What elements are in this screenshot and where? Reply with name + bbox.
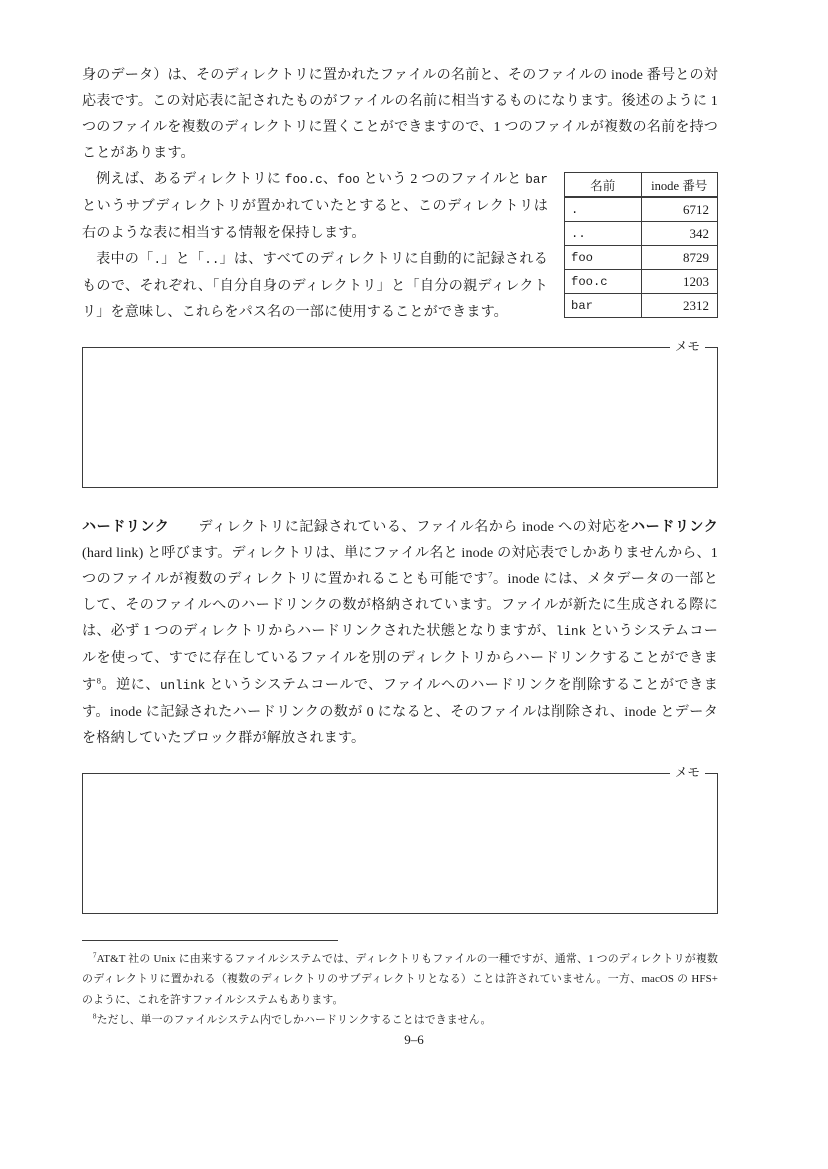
cell-name: .	[565, 197, 642, 222]
code-foo: foo	[337, 173, 360, 188]
code-unlink: unlink	[159, 678, 206, 693]
table-row	[565, 294, 718, 318]
table-row	[565, 197, 718, 222]
footnote-8	[82, 1010, 718, 1031]
cell-name: foo.c	[565, 270, 642, 294]
footnote-7	[82, 949, 718, 1011]
cell-inode: 8729	[641, 246, 718, 270]
dot-text-prefix: 表中の「	[96, 250, 154, 267]
footnote-7-text: AT&T 社の Unix に由来するファイルシステムでは、ディレクトリもファイルの一種ですが、通常、1 つのディレクトリが複数のディレクトリに置かれる（複数のディレクトリのサブディレクトリとなる）ことは許されていません。一方、macOS の HFS+ のように、これを許すファイルシステムもあります。	[82, 952, 718, 1006]
cell-name: foo	[565, 246, 642, 270]
hardlink-text-a: ディレクトリに記録されている、ファイル名から inode への対応を	[198, 518, 632, 535]
memo-label: メモ	[670, 766, 705, 779]
footnote-number-7: 7	[92, 951, 97, 960]
cell-inode: 2312	[641, 294, 718, 318]
hardlink-text-b: (hard link) と呼びます。ディレクトリは、単にファイル名と inode の対応表でしかありませんから、1 つのファイルが複数のディレクトリに置かれることも可能です	[82, 545, 718, 588]
footnote-area	[82, 940, 718, 1031]
inode-table-wrapper	[564, 172, 718, 318]
footnote-separator-rule	[82, 940, 338, 941]
code-bar: bar	[525, 173, 548, 188]
column-header-inode: inode 番号	[641, 173, 718, 198]
example-separator: 、	[322, 171, 338, 188]
hardlink-text-c: 。inode には、メタデータの一部として、そのファイルへのハードリンクの数が格納されています。ファイルが新たに生成される際には、必ず 1 つのディレクトリからハードリンクされた状態となりますが、	[82, 571, 718, 640]
code-dot: .	[153, 252, 162, 267]
cell-inode: 342	[641, 222, 718, 246]
hardlink-text-f: というシステムコールで、ファイルへのハードリンクを削除することができます。inode に記録されたハードリンクの数が 0 になると、そのファイルは削除され、inode とデータを格納していたブロック群が解放されます。	[82, 676, 718, 746]
memo-rule-right	[705, 773, 717, 774]
memo-box-2[interactable]	[82, 765, 718, 914]
dot-text-middle: 」と「	[161, 250, 205, 267]
code-dotdot: ..	[204, 252, 220, 267]
table-row	[565, 270, 718, 294]
paragraph-intro: 身のデータ）は、そのディレクトリに置かれたファイルの名前と、そのファイルの inode 番号との対応表です。この対応表に記されたものがファイルの名前に相当するものになります。後述のように 1 つのファイルを複数のディレクトリに置くことができますので、1 つのファイルが複数の名前を持つことがあります。	[82, 67, 718, 162]
memo-rule-right	[705, 347, 717, 348]
code-foo-c: foo.c	[284, 173, 323, 188]
table-row	[565, 246, 718, 270]
memo-rule-left	[83, 773, 670, 774]
inode-table-body	[565, 197, 718, 318]
footnote-marker-7: 7	[488, 569, 493, 580]
memo-label: メモ	[670, 341, 705, 354]
example-text-prefix: 例えば、あるディレクトリに	[96, 171, 285, 188]
memo-box-1-top-border	[83, 339, 717, 354]
cell-name: ..	[565, 222, 642, 246]
inode-table	[564, 172, 718, 318]
code-link: link	[555, 625, 587, 640]
cell-inode: 1203	[641, 270, 718, 294]
table-header-row	[565, 173, 718, 198]
example-text-suffix: というサブディレクトリが置かれていたとすると、このディレクトリは右のような表に相当する情報を保持します。	[82, 198, 548, 241]
table-row	[565, 222, 718, 246]
footnote-number-8: 8	[92, 1012, 97, 1021]
hardlink-text-e: 。逆に、	[101, 676, 160, 693]
cell-inode: 6712	[641, 197, 718, 222]
cell-name: bar	[565, 294, 642, 318]
column-header-name: 名前	[565, 173, 642, 198]
memo-box-1[interactable]	[82, 339, 718, 488]
paragraph-hardlink	[82, 514, 718, 751]
page-content	[82, 62, 718, 1031]
memo-box-2-top-border	[83, 765, 717, 780]
example-text-middle: という 2 つのファイルと	[359, 171, 526, 188]
inode-table-head	[565, 173, 718, 198]
page-number: 9–6	[404, 1032, 424, 1047]
dot-text-suffix: 」は、すべてのディレクトリに自動的に記録されるもので、それぞれ、「自分自身のディレクトリ」と「自分の親ディレクトリ」を意味し、これらをパス名の一部に使用することができます。	[82, 250, 548, 320]
example-section	[82, 166, 718, 325]
hardlink-bold-term: ハードリンク	[631, 518, 718, 535]
memo-rule-left	[83, 347, 670, 348]
hardlink-heading: ハードリンク	[82, 518, 170, 535]
hardlink-text-d: というシステムコールを使って、すでに存在しているファイルを別のディレクトリからハードリンクすることができます	[82, 623, 718, 693]
footnote-marker-8: 8	[96, 674, 102, 685]
footnote-8-text: ただし、単一のファイルシステム内でしかハードリンクすることはできません。	[96, 1014, 492, 1027]
